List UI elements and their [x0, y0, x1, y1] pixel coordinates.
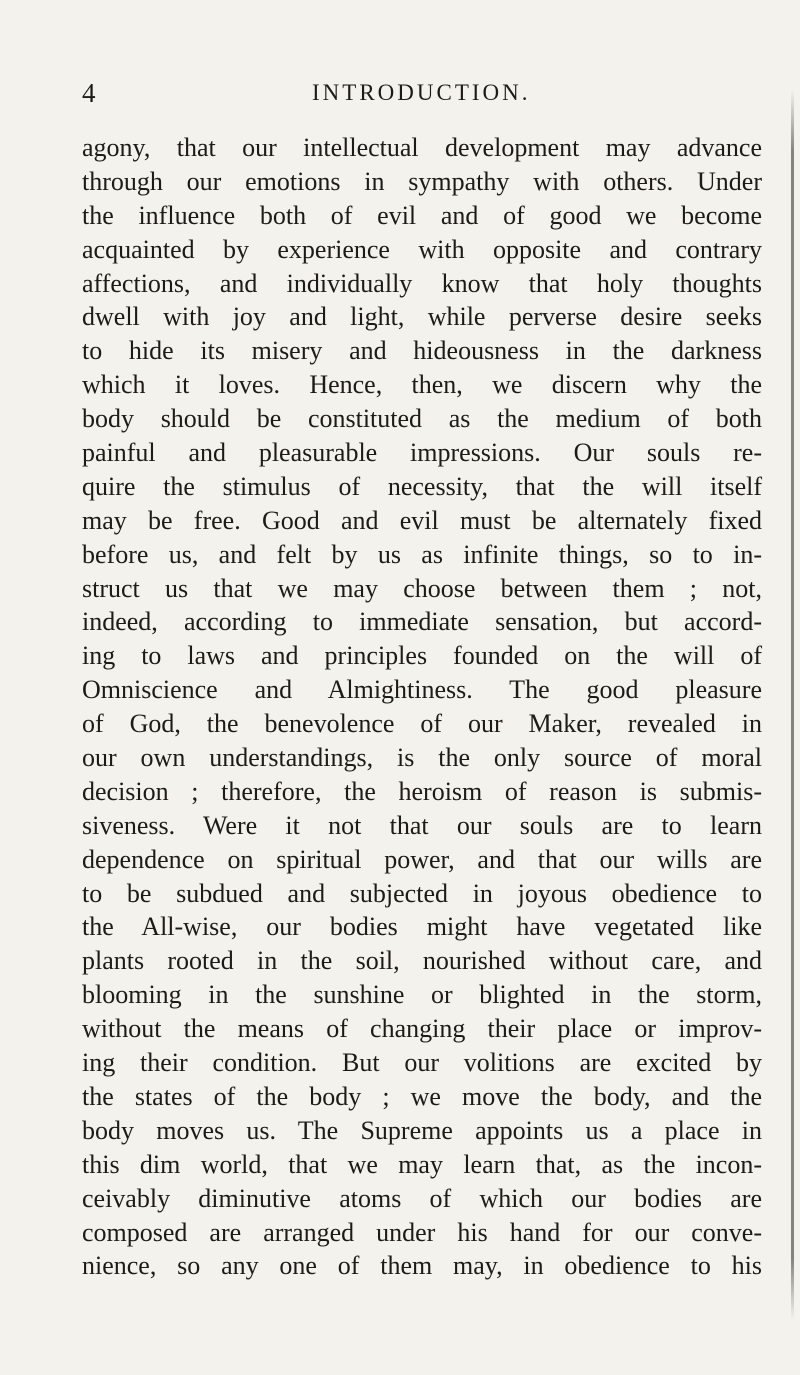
text-line: painful and pleasurable impressions. Our souls re- [82, 438, 762, 468]
text-line: ing to laws and principles founded on the will of [82, 641, 762, 671]
text-line: the influence both of evil and of good we become [82, 200, 762, 230]
text-line: the states of the body ; we move the body, and the [82, 1081, 762, 1111]
text-line: through our emotions in sympathy with others. Under [82, 166, 762, 196]
text-line: this dim world, that we may learn that, as the incon- [82, 1149, 762, 1179]
text-line: the All-wise, our bodies might have vegetated like [82, 912, 762, 942]
page-number: 4 [82, 78, 97, 108]
text-line: Omniscience and Almightiness. The good pleasure [82, 675, 762, 705]
text-line: blooming in the sunshine or blighted in the storm, [82, 980, 762, 1010]
text-line: affections, and individually know that holy thoughts [82, 268, 762, 298]
text-line: dependence on spiritual power, and that our wills are [82, 844, 762, 874]
text-line: acquainted by experience with opposite and contrary [82, 234, 762, 264]
text-line: siveness. Were it not that our souls are to learn [82, 810, 762, 840]
page-header [0, 78, 800, 118]
text-line: dwell with joy and light, while perverse desire seeks [82, 302, 762, 332]
text-line: plants rooted in the soil, nourished without care, and [82, 946, 762, 976]
text-line: struct us that we may choose between them ; not, [82, 573, 762, 603]
text-line: our own understandings, is the only source of moral [82, 743, 762, 773]
body-text [82, 131, 762, 1283]
text-line: to be subdued and subjected in joyous obedience to [82, 878, 762, 908]
page-edge-shadow [791, 90, 794, 1320]
text-line: composed are arranged under his hand for our conve- [82, 1217, 762, 1247]
text-line: body moves us. The Supreme appoints us a place in [82, 1115, 762, 1145]
text-line: decision ; therefore, the heroism of reason is submis- [82, 776, 762, 806]
text-line: before us, and felt by us as infinite things, so to in- [82, 539, 762, 569]
text-line: ceivably diminutive atoms of which our bodies are [82, 1183, 762, 1213]
text-line: indeed, according to immediate sensation, but accord- [82, 607, 762, 637]
text-line: nience, so any one of them may, in obedience to his [82, 1251, 762, 1281]
text-line: of God, the benevolence of our Maker, revealed in [82, 709, 762, 739]
text-line: to hide its misery and hideousness in the darkness [82, 336, 762, 366]
text-line: body should be constituted as the medium of both [82, 404, 762, 434]
text-line: ing their condition. But our volitions are excited by [82, 1048, 762, 1078]
running-head: INTRODUCTION. [312, 80, 531, 105]
text-line: which it loves. Hence, then, we discern why the [82, 370, 762, 400]
text-line: may be free. Good and evil must be alternately fixed [82, 505, 762, 535]
text-line: agony, that our intellectual development may advance [82, 133, 762, 162]
text-line: quire the stimulus of necessity, that the will itself [82, 471, 762, 501]
text-line: without the means of changing their place or improv- [82, 1014, 762, 1044]
